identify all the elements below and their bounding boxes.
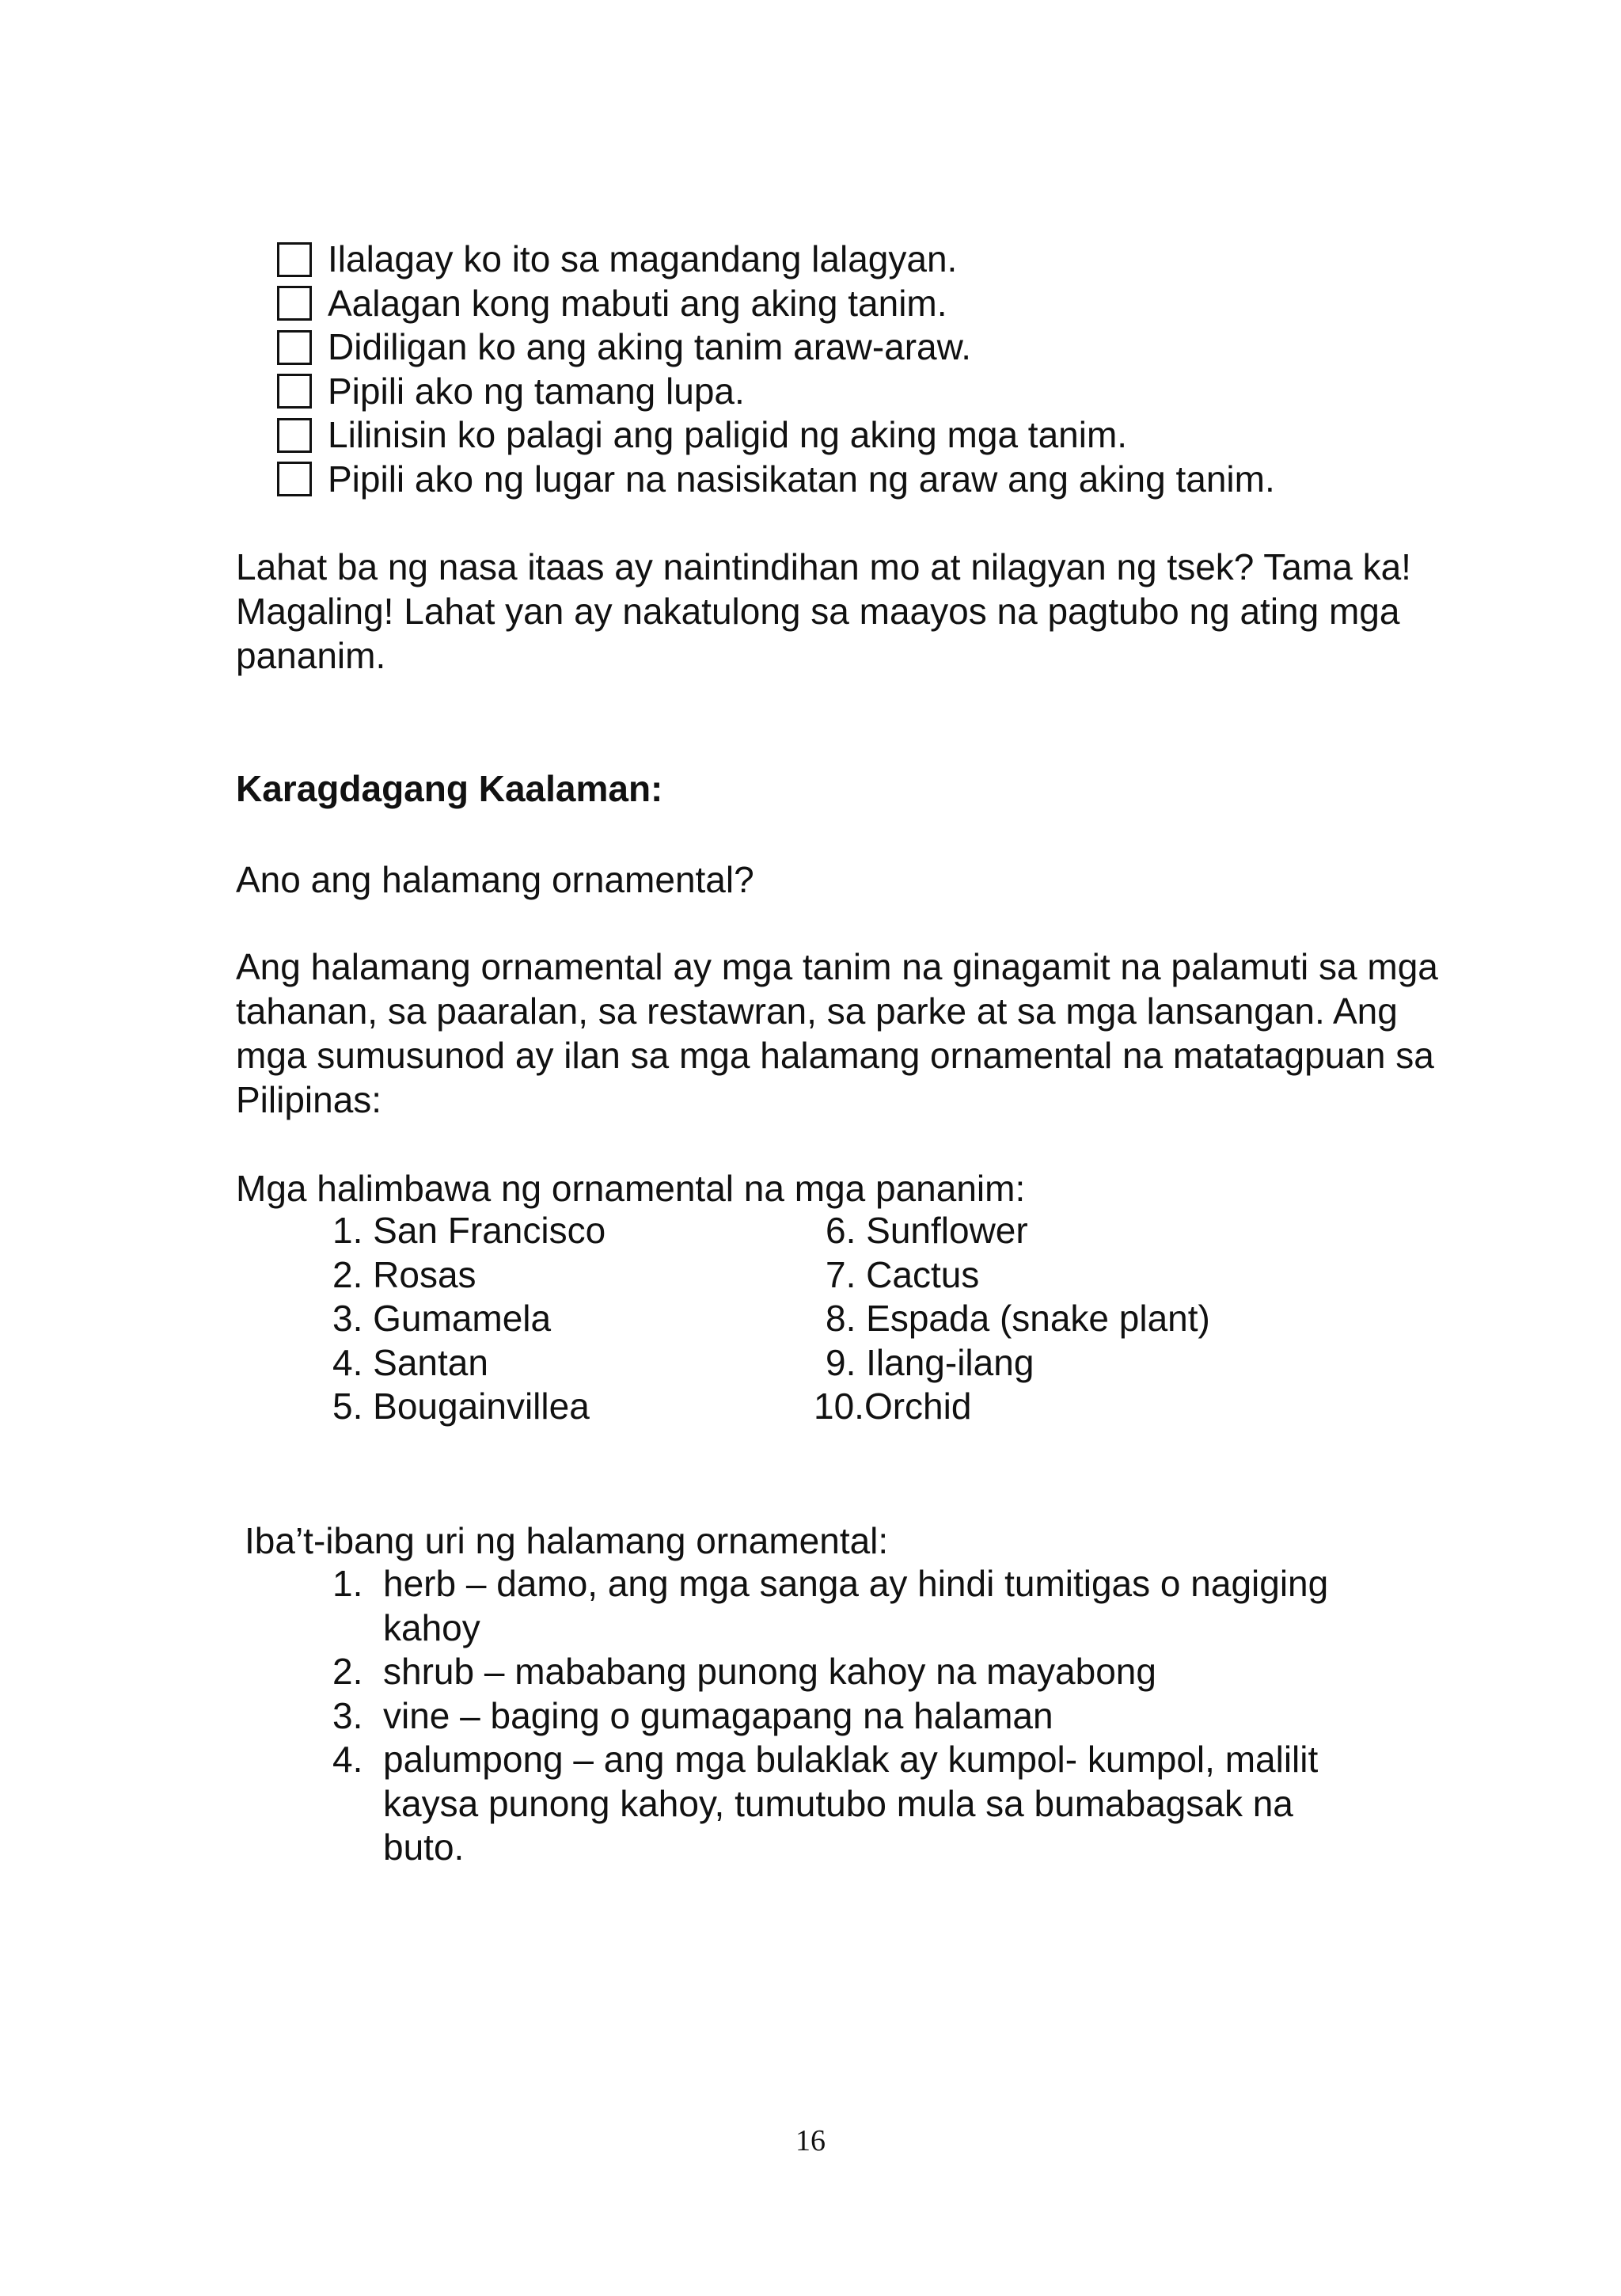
checklist-item-text: Pipili ako ng lugar na nasisikatan ng araw ang aking tanim. (328, 458, 1275, 500)
checklist-item (277, 282, 1275, 326)
checkbox[interactable] (277, 242, 312, 277)
checkbox[interactable] (277, 374, 312, 409)
example-item: 10.Orchid (814, 1386, 972, 1427)
section-heading: Karagdagang Kaalaman: (236, 768, 663, 809)
checkbox[interactable] (277, 330, 312, 365)
type-item-number: 2. (332, 1651, 363, 1692)
example-item: 6. Sunflower (826, 1210, 1028, 1251)
example-item: 5. Bougainvillea (332, 1386, 590, 1427)
examples-list-left (332, 1209, 606, 1429)
checkbox[interactable] (277, 462, 312, 496)
checklist-item-text: Aalagan kong mabuti ang aking tanim. (328, 282, 947, 324)
checkbox[interactable] (277, 418, 312, 453)
type-item (332, 1738, 1441, 1870)
type-item-text: herb – damo, ang mga sanga ay hindi tumitigas o nagiging kahoy (383, 1563, 1329, 1648)
checklist-item (277, 458, 1275, 502)
checklist-item-text: Lilinisin ko palagi ang paligid ng aking mga tanim. (328, 414, 1128, 456)
example-item: 4. Santan (332, 1341, 488, 1383)
checklist-item (277, 325, 1275, 370)
example-item: 2. Rosas (332, 1253, 476, 1295)
checklist-item (277, 238, 1275, 282)
checkbox[interactable] (277, 286, 312, 321)
type-item-number: 3. (332, 1694, 363, 1736)
example-item: 8. Espada (snake plant) (826, 1298, 1210, 1339)
question-text: Ano ang halamang ornamental? (236, 859, 754, 900)
example-item: 7. Cactus (826, 1253, 980, 1295)
checklist-item-text: Pipili ako ng tamang lupa. (328, 370, 745, 412)
type-item-text: vine – baging o gumagapang na halaman (383, 1694, 1053, 1736)
feedback-paragraph (236, 545, 1439, 678)
definition-text: Ang halamang ornamental ay mga tanim na ginagamit na palamuti sa mga tahanan, sa paaralan, sa restawran, sa parke at sa mga lansangan. Ang mga sumusunod ay ilan sa mga halamang ornamental na matatagpuan sa Pilipinas: (236, 946, 1438, 1120)
types-heading: Iba’t-ibang uri ng halamang ornamental: (245, 1520, 889, 1561)
checklist-item (277, 370, 1275, 414)
type-item-text: shrub – mababang punong kahoy na mayabong (383, 1651, 1156, 1692)
type-item (332, 1694, 1441, 1739)
checklist (277, 238, 1275, 501)
definition-paragraph (236, 945, 1439, 1122)
example-item: 1. San Francisco (332, 1210, 606, 1251)
type-item-number: 1. (332, 1563, 363, 1604)
checklist-item-text: Ilalagay ko ito sa magandang lalagyan. (328, 238, 958, 280)
type-item-number: 4. (332, 1739, 363, 1780)
page-number: 16 (795, 2124, 826, 2157)
example-item: 3. Gumamela (332, 1298, 552, 1339)
feedback-text: Lahat ba ng nasa itaas ay naintindihan mo at nilagyan ng tsek? Tama ka! Magaling! Lahat yan ay nakatulong sa maayos na pagtubo ng ating mga pananim. (236, 546, 1411, 676)
type-item-text: palumpong – ang mga bulaklak ay kumpol- kumpol, malilit kaysa punong kahoy, tumutubo mula sa bumabagsak na buto. (383, 1739, 1319, 1868)
type-item (332, 1650, 1441, 1694)
examples-heading: Mga halimbawa ng ornamental na mga pananim: (236, 1168, 1026, 1209)
types-list (332, 1562, 1441, 1870)
checklist-item (277, 413, 1275, 458)
example-item: 9. Ilang-ilang (826, 1341, 1034, 1383)
checklist-item-text: Didiligan ko ang aking tanim araw-araw. (328, 326, 972, 368)
type-item (332, 1562, 1441, 1650)
examples-list-right (814, 1209, 1210, 1429)
